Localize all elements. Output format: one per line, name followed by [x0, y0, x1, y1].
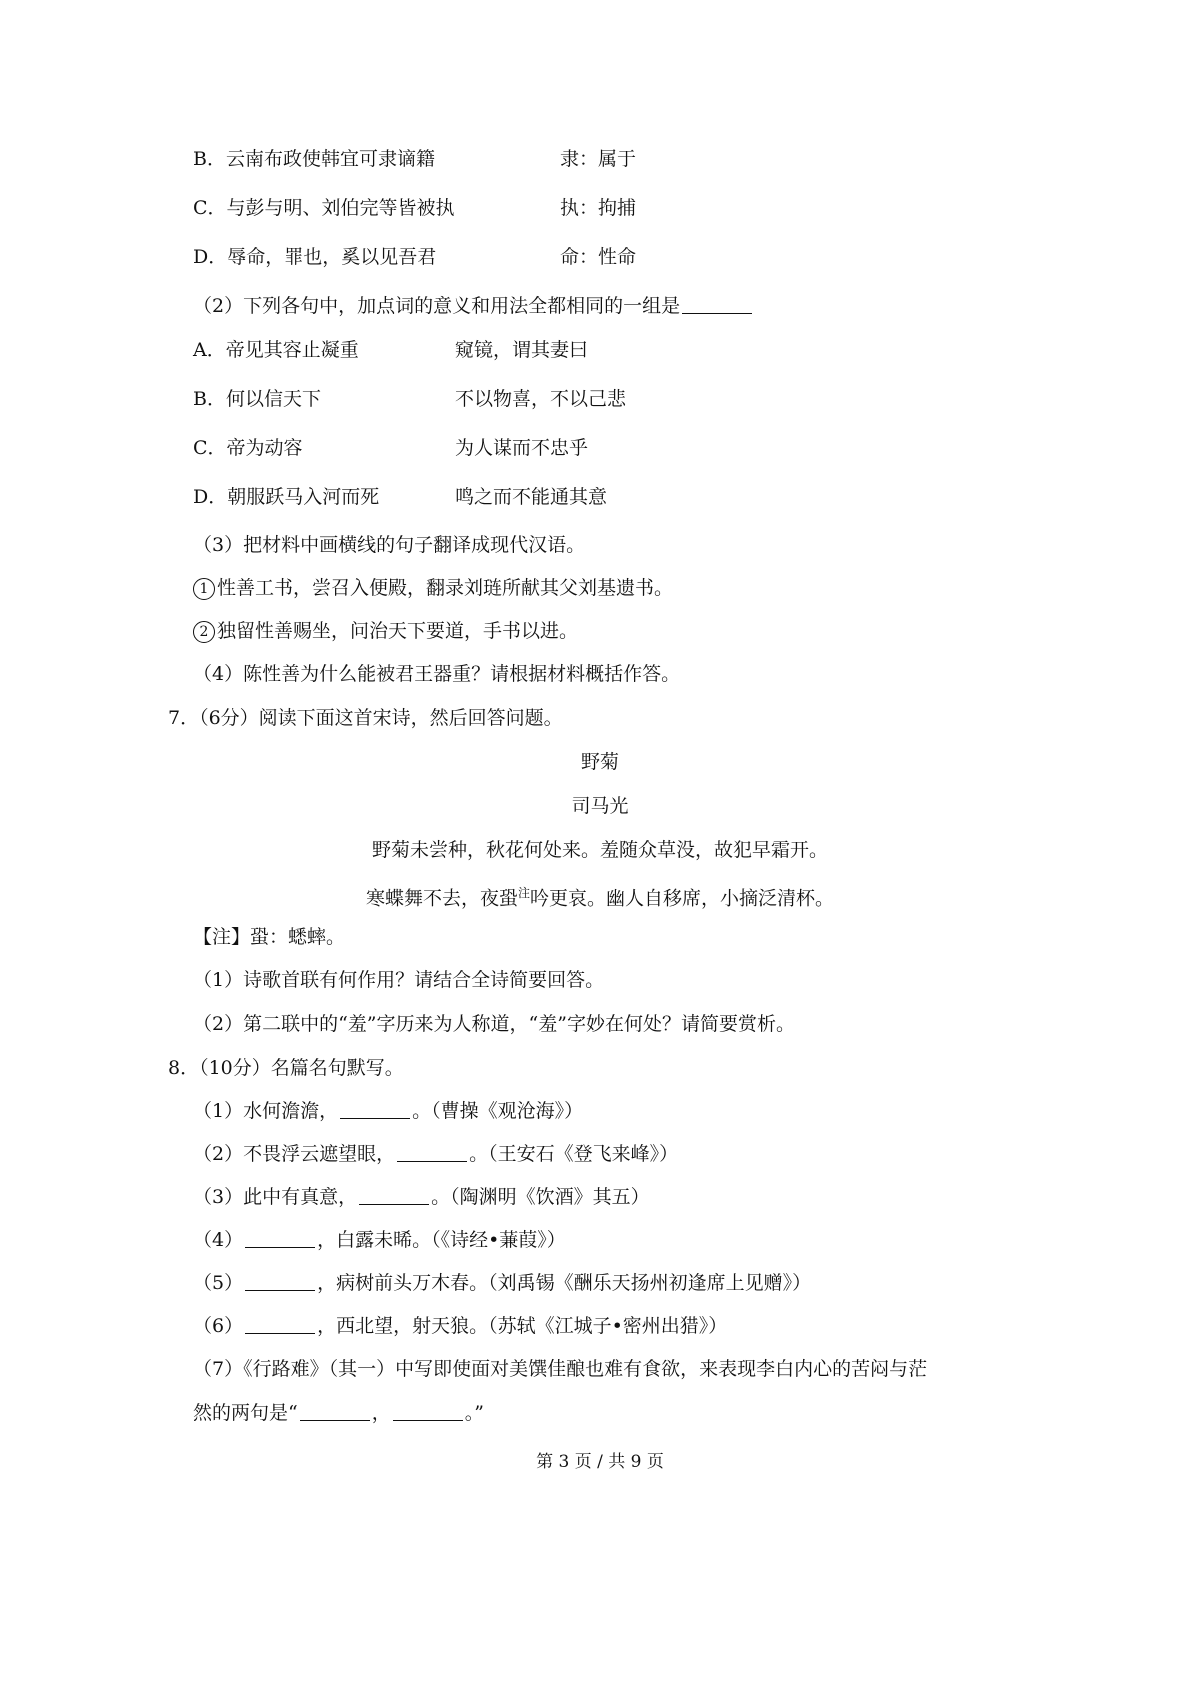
q8-item-1: [193, 1098, 583, 1124]
q6-part2-option-c-right: 为人谋而不忠乎: [455, 437, 589, 459]
prompt-text: （2）下列各句中，加点词的意义和用法全都相同的一组是: [193, 295, 681, 317]
option-letter: C．: [193, 197, 227, 219]
option-sentence: 辱命，罪也，奚以见吾君: [227, 246, 437, 268]
q8-item-5: [193, 1270, 811, 1296]
answer-blank[interactable]: [393, 1400, 463, 1421]
option-letter: D．: [193, 486, 228, 508]
poem-author: 司马光: [571, 795, 629, 817]
q6-part2-option-d: [193, 484, 379, 510]
q6-option-d-gloss: 命：性命: [560, 246, 637, 268]
q7-question-1: （1）诗歌首联有何作用？请结合全诗简要回答。: [193, 969, 605, 991]
item-text: 独留性善赐坐，问治天下要道，手书以进。: [217, 620, 579, 642]
option-letter: D．: [193, 246, 228, 268]
q6-part2-option-b-right: 不以物喜，不以己悲: [455, 388, 627, 410]
q6-part2-option-d-right: 鸣之而不能通其意: [455, 486, 608, 508]
q6-option-c: [193, 195, 455, 221]
item-pre: （1）水何澹澹，: [193, 1100, 339, 1122]
item-post: 。（陶渊明《饮酒》其五）: [431, 1186, 650, 1208]
poem-line-2-part-b: 吟更哀。幽人自移席，小摘泛清杯。: [530, 887, 835, 910]
answer-blank[interactable]: [245, 1313, 315, 1334]
q6-option-b-gloss: 隶：属于: [560, 148, 637, 170]
q8-item-6: [193, 1313, 727, 1339]
answer-blank[interactable]: [359, 1184, 429, 1205]
q6-part2-prompt: [193, 293, 754, 319]
q6-part3-item-1: [193, 575, 673, 601]
item-pre: 然的两句是“: [193, 1402, 298, 1424]
answer-blank[interactable]: [300, 1400, 370, 1421]
item-post: ，西北望，射天狼。（苏轼《江城子•密州出猎》）: [317, 1315, 728, 1337]
q6-part2-option-a: [193, 337, 359, 363]
poem-title: 野菊: [580, 751, 619, 773]
q6-option-c-gloss: 执：拘捕: [560, 197, 637, 219]
item-post: 。”: [464, 1402, 484, 1424]
q7-question-2: （2）第二联中的“羞”字历来为人称道，“羞”字妙在何处？请简要赏析。: [193, 1013, 795, 1035]
poem-note: 【注】蛩：蟋蟀。: [193, 926, 346, 948]
option-letter: B．: [193, 388, 226, 410]
item-post: ，白露未晞。（《诗经•蒹葭》）: [317, 1229, 566, 1251]
item-pre: （6）: [193, 1315, 244, 1337]
option-letter: B．: [193, 148, 226, 170]
answer-blank[interactable]: [340, 1098, 410, 1119]
item-text: 性善工书，尝召入便殿，翻录刘琏所献其父刘基遗书。: [217, 577, 674, 599]
q6-part2-option-b: [193, 386, 321, 412]
q8-item-4: [193, 1227, 566, 1253]
answer-blank[interactable]: [682, 293, 752, 314]
answer-blank[interactable]: [245, 1270, 315, 1291]
item-post: 。（王安石《登飞来峰》）: [469, 1143, 679, 1165]
poem-line-2: [0, 880, 1200, 911]
option-letter: A．: [193, 339, 226, 361]
page-footer: 第 3 页 / 共 9 页: [536, 1452, 664, 1472]
option-sentence: 与彭与明、刘伯完等皆被执: [226, 197, 455, 219]
q6-option-d: [193, 244, 436, 270]
q8-item-7-line-2: [193, 1400, 484, 1426]
circled-number: 2: [193, 621, 215, 643]
item-pre: （5）: [193, 1272, 244, 1294]
circled-number: 1: [193, 578, 215, 600]
poem-line-1: 野菊未尝种，秋花何处来。羞随众草没，故犯早霜开。: [371, 839, 828, 861]
q6-part3-item-2: [193, 618, 578, 644]
q8-item-3: [193, 1184, 650, 1210]
answer-blank[interactable]: [397, 1141, 467, 1162]
item-mid: ，: [371, 1402, 391, 1424]
option-left: 何以信天下: [225, 388, 321, 410]
q7-header: 7．（6分）阅读下面这首宋诗，然后回答问题。: [168, 707, 563, 729]
q6-part2-option-c: [193, 435, 303, 461]
q6-option-b: [193, 146, 435, 172]
item-pre: （3）此中有真意，: [193, 1186, 358, 1208]
q6-part2-option-a-right: 窥镜，谓其妻曰: [455, 339, 589, 361]
q8-item-7-line-1: （7）《行路难》（其一）中写即使面对美馔佳酿也难有食欲，来表现李白内心的苦闷与茫: [193, 1358, 928, 1380]
item-post: ，病树前头万木春。（刘禹锡《酬乐天扬州初逢席上见赠》）: [317, 1272, 812, 1294]
poem-line-2-part-a: 寒蝶舞不去，夜蛩: [365, 887, 518, 910]
item-post: 。（曹操《观沧海》）: [412, 1100, 584, 1122]
answer-blank[interactable]: [245, 1227, 315, 1248]
item-pre: （4）: [193, 1229, 244, 1251]
option-letter: C．: [193, 437, 227, 459]
option-sentence: 云南布政使韩宜可隶谪籍: [225, 148, 435, 170]
option-left: 朝服跃马入河而死: [227, 486, 380, 508]
item-pre: （2）不畏浮云遮望眼，: [193, 1143, 396, 1165]
q6-part3-prompt: （3）把材料中画横线的句子翻译成现代汉语。: [193, 534, 586, 556]
q6-part4-prompt: （4）陈性善为什么能被君王器重？请根据材料概括作答。: [193, 663, 681, 685]
q8-header: 8．（10分）名篇名句默写。: [168, 1057, 404, 1079]
q8-item-2: [193, 1141, 678, 1167]
option-left: 帝见其容止凝重: [225, 339, 359, 361]
option-left: 帝为动容: [226, 437, 303, 459]
footnote-marker: 注: [517, 886, 530, 900]
